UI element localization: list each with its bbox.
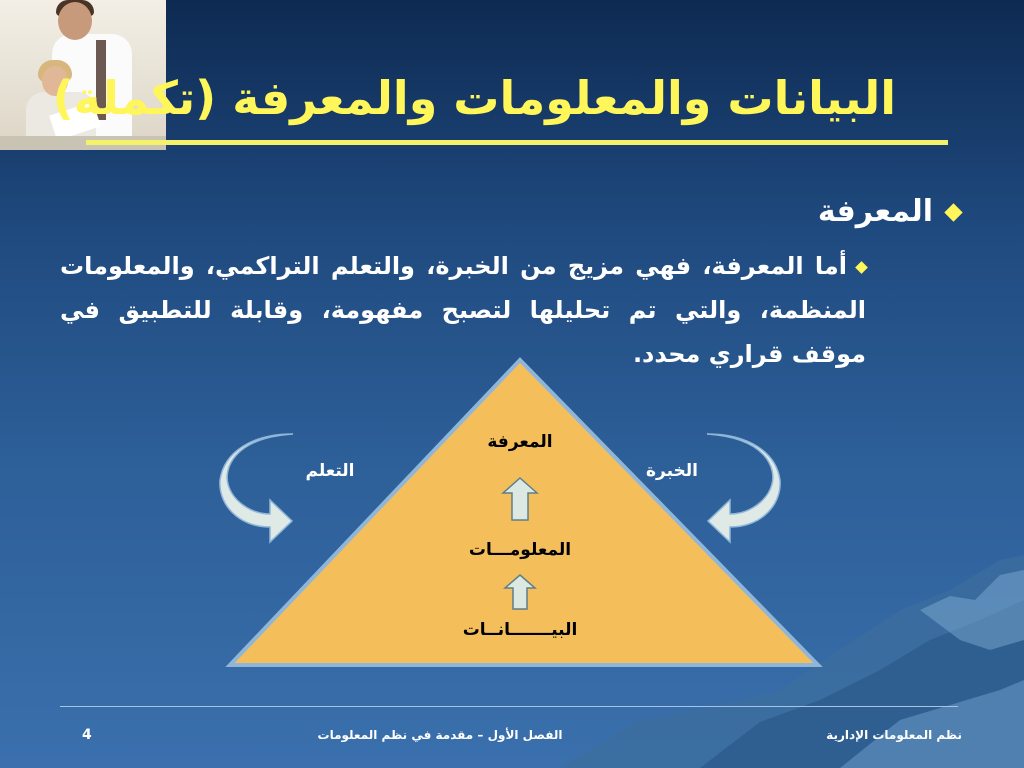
experience-label: الخبرة	[645, 461, 698, 481]
section-heading-text: المعرفة	[817, 194, 933, 229]
pyramid-middle-label: المعلومـــات	[468, 540, 572, 560]
footer-rule	[60, 706, 958, 707]
body-paragraph-text: أما المعرفة، فهي مزيج من الخبرة، والتعلم التراكمي، والمعلومات المنظمة، والتي تم تحليلها لتصبح مفهومة، وقابلة للتطبيق في موقف قراري محدد.	[60, 252, 866, 368]
slide-title: البيانات والمعلومات والمعرفة (تكملة)	[52, 71, 896, 125]
curved-arrow-icon	[707, 434, 780, 542]
learning-label: التعلم	[305, 461, 355, 481]
footer-page-number: 4	[82, 727, 92, 743]
curved-arrow-icon	[220, 434, 293, 542]
pyramid-top-label: المعرفة	[487, 432, 553, 452]
footer-course: نظم المعلومات الإدارية	[826, 728, 962, 742]
pyramid-bottom-label: البيـــــــانــات	[462, 620, 578, 640]
footer-chapter: الفصل الأول – مقدمة في نظم المعلومات	[317, 728, 563, 742]
